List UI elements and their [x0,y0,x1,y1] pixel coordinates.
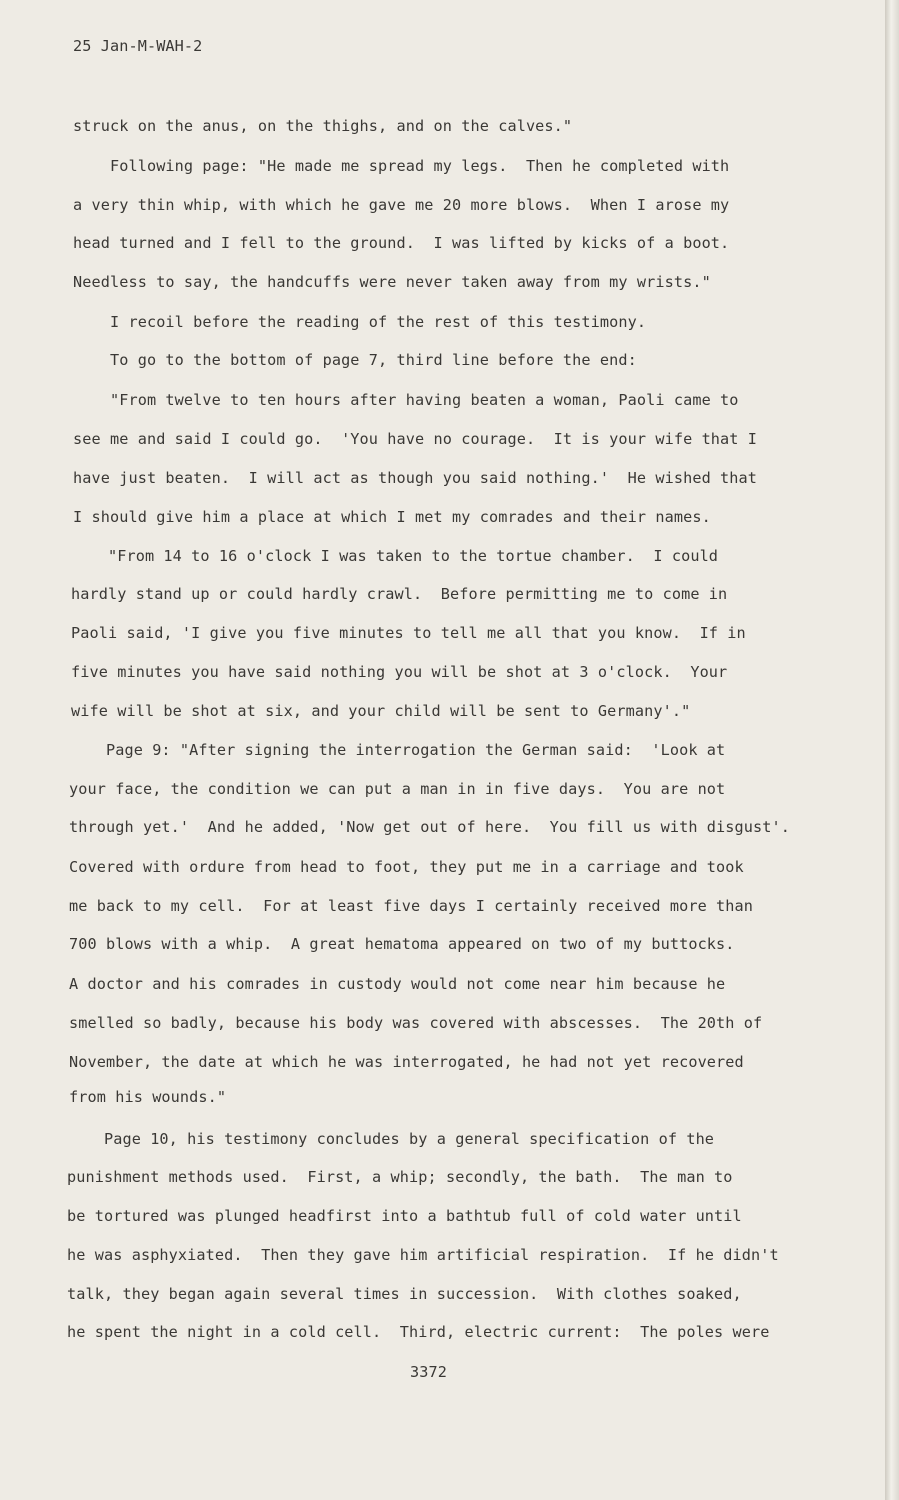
text-line-10: have just beaten. I will act as though you said nothing.' He wished that [73,469,758,487]
text-line-1: struck on the anus, on the thighs, and on the calves." [73,117,573,135]
text-line-22: 700 blows with a whip. A great hematoma appeared on two of my buttocks. [69,935,735,953]
text-line-13: hardly stand up or could hardly crawl. Before permitting me to come in [71,585,728,603]
page-number: 3372 [410,1363,447,1381]
text-line-25: November, the date at which he was interrogated, he had not yet recovered [69,1053,744,1071]
text-line-6: I recoil before the reading of the rest of this testimony. [73,313,647,331]
text-line-3: a very thin whip, with which he gave me 20 more blows. When I arose my [73,196,730,214]
text-line-20: Covered with ordure from head to foot, they put me in a carriage and took [69,858,744,876]
text-line-31: talk, they began again several times in succession. With clothes soaked, [67,1285,742,1303]
text-line-8: "From twelve to ten hours after having beaten a woman, Paoli came to [73,391,739,409]
text-line-15: five minutes you have said nothing you will be shot at 3 o'clock. Your [71,663,728,681]
text-line-14: Paoli said, 'I give you five minutes to tell me all that you know. If in [71,624,746,642]
text-line-21: me back to my cell. For at least five days I certainly received more than [69,897,754,915]
document-header: 25 Jan-M-WAH-2 [73,37,203,55]
text-line-12: "From 14 to 16 o'clock I was taken to the tortue chamber. I could [71,547,719,565]
text-line-30: he was asphyxiated. Then they gave him artificial respiration. If he didn't [67,1246,779,1264]
text-line-23: A doctor and his comrades in custody would not come near him because he [69,975,726,993]
text-line-16: wife will be shot at six, and your child will be sent to Germany'." [71,702,691,720]
text-line-7: To go to the bottom of page 7, third line before the end: [73,351,637,369]
text-line-11: I should give him a place at which I met my comrades and their names. [73,508,711,526]
text-line-18: your face, the condition we can put a man in in five days. You are not [69,780,726,798]
text-line-5: Needless to say, the handcuffs were never taken away from my wrists." [73,273,711,291]
text-line-9: see me and said I could go. 'You have no courage. It is your wife that I [73,430,758,448]
text-line-27: Page 10, his testimony concludes by a general specification of the [67,1130,715,1148]
text-line-26: from his wounds." [69,1088,227,1106]
text-line-19: through yet.' And he added, 'Now get out of here. You fill us with disgust'. [69,818,791,836]
paper-edge [885,0,899,1500]
text-line-17: Page 9: "After signing the interrogation the German said: 'Look at [69,741,726,759]
text-line-4: head turned and I fell to the ground. I was lifted by kicks of a boot. [73,234,730,252]
text-line-2: Following page: "He made me spread my legs. Then he completed with [73,157,730,175]
text-line-29: be tortured was plunged headfirst into a bathtub full of cold water until [67,1207,742,1225]
text-line-28: punishment methods used. First, a whip; secondly, the bath. The man to [67,1168,733,1186]
text-line-24: smelled so badly, because his body was covered with abscesses. The 20th of [69,1014,763,1032]
text-line-32: he spent the night in a cold cell. Third, electric current: The poles were [67,1323,770,1341]
